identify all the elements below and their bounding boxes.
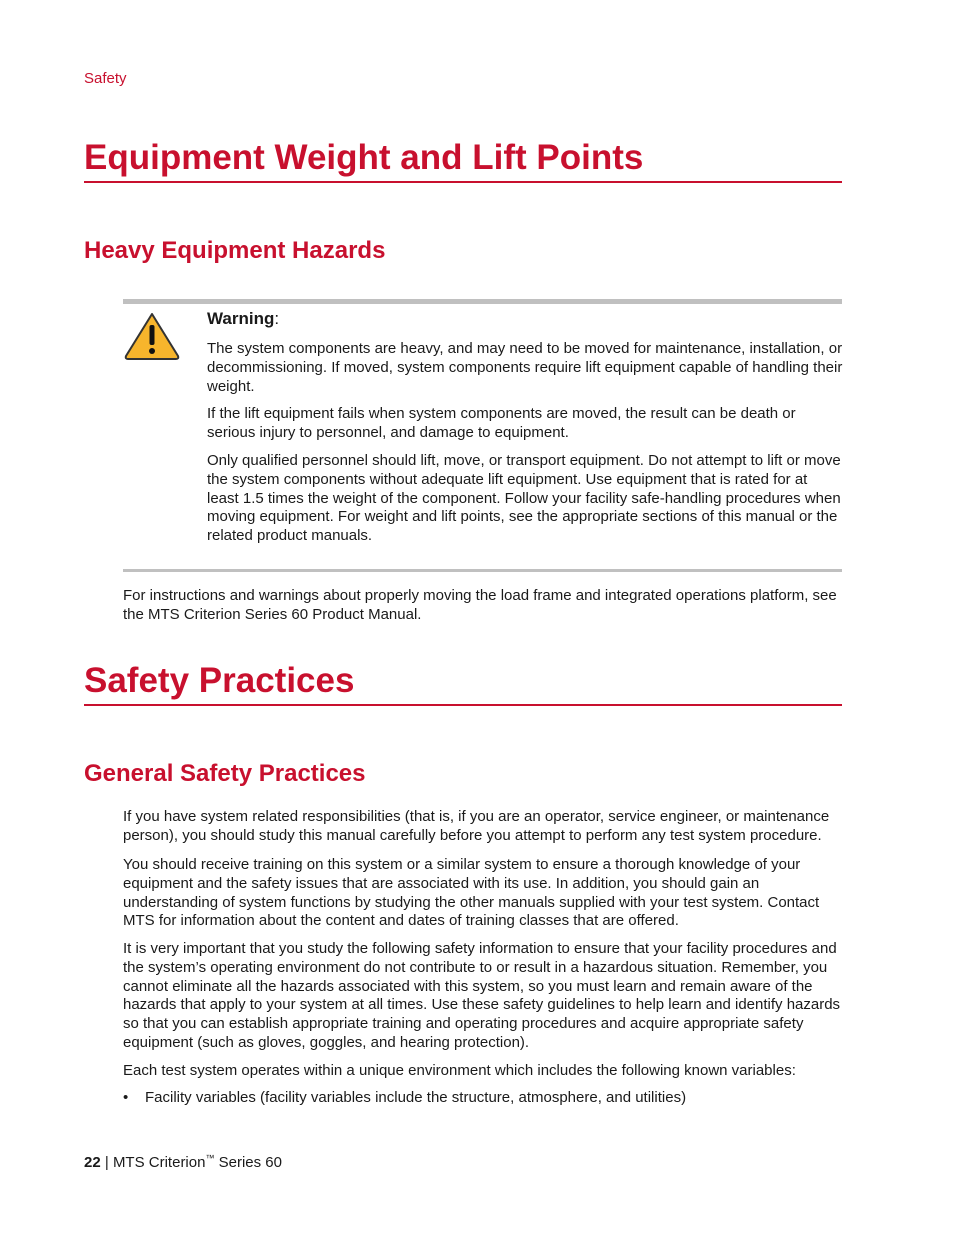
- page-number: 22: [84, 1154, 101, 1171]
- warning-top-rule: [123, 299, 842, 304]
- lift-instructions-note: For instructions and warnings about properly moving the load frame and integrated operations platform, see the MTS Criterion Series 60 Product Manual.: [123, 587, 837, 623]
- body-paragraph: You should receive training on this system or a similar system to ensure a thorough knowledge of your equipment and the safety issues that are associated with its use. In addition, you should gain an understanding of system functions by studying the other manuals supplied with your test system. Contact MTS for information about the content and dates of training classes that are offered.: [123, 856, 820, 930]
- running-header-section: Safety: [84, 70, 127, 87]
- footer-series: Series 60: [218, 1154, 282, 1171]
- warning-title: Warning:: [207, 309, 280, 328]
- body-paragraph: If you have system related responsibilities (that is, if you are an operator, service engineer, or maintenance person), you should study this manual carefully before you attempt to perform any test system procedure.: [123, 808, 830, 844]
- body-paragraph: Each test system operates within a unique environment which includes the following known variables:: [123, 1062, 796, 1079]
- bullet-item-facility-variables: Facility variables (facility variables include the structure, atmosphere, and utilities): [145, 1089, 687, 1106]
- body-paragraph: It is very important that you study the following safety information to ensure that your facility procedures and the system’s operating environment do not contribute to or result in a hazardous situation. Remember, you cannot eliminate all the hazards associated with this system, so you must learn and remain aware of the hazards that apply to your system at all times. Use these safety guidelines to help learn and identify hazards so that you can establish appropriate training and operating procedures and acquire appropriate safety equipment (such as gloves, goggles, and hearing protection).: [123, 940, 841, 1051]
- warning-paragraph: If the lift equipment fails when system components are moved, the result can be death or serious injury to personnel, and damage to equipment.: [207, 405, 796, 441]
- page-footer: [84, 1148, 282, 1173]
- page-title-safety-practices: Safety Practices: [84, 661, 842, 706]
- footer-separator: |: [104, 1154, 109, 1171]
- subheading-heavy-equipment-hazards: Heavy Equipment Hazards: [84, 237, 386, 264]
- warning-triangle-icon: [123, 311, 181, 361]
- warning-paragraph: The system components are heavy, and may need to be moved for maintenance, installation, or decommissioning. If moved, system components require lift equipment capable of handling their weight.: [207, 340, 843, 395]
- warning-paragraph: Only qualified personnel should lift, move, or transport equipment. Do not attempt to lift or move the system components without adequate lift equipment. Use equipment that is rated for at least 1.5 times the weight of the component. Follow your facility safe-handling procedures when moving equipment. For weight and lift points, see the appropriate sections of this manual or the related product manuals.: [207, 452, 841, 545]
- bullet-marker: •: [123, 1089, 129, 1106]
- subheading-general-safety-practices: General Safety Practices: [84, 760, 366, 787]
- page-title-equipment-weight: Equipment Weight and Lift Points: [84, 138, 842, 183]
- footer-product: MTS Criterion: [112, 1154, 206, 1171]
- warning-bottom-rule: [123, 569, 842, 572]
- trademark-symbol: ™: [205, 1153, 215, 1163]
